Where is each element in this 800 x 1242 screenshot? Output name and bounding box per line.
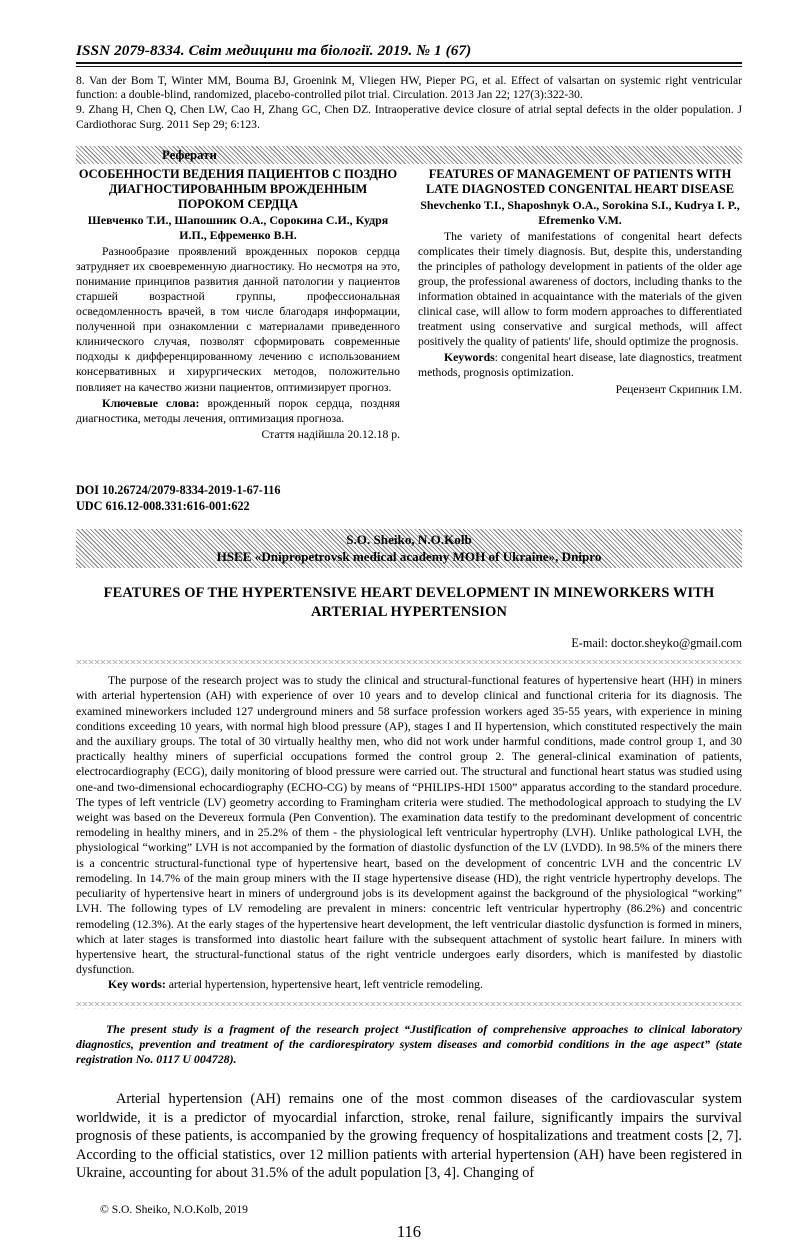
abstract-body-ru: Разнообразие проявлений врожденных пороков сердца затрудняет их своевременную диагностику. Но несмотря на это, понимание принципов развития данной патологии у пациентов старшей возрастной группы, профессиональная осведомленность врачей, в том числе благодаря информации, полученной при ознакомлении с материалами приведенного клинического случая, позволят сформировать современные подходы к дифференцированному лечению с использованием консервативных и хирургических методов, положительно повлияет на качество жизни пациентов, оптимизирует прогноз. [76, 244, 400, 394]
abstract-title-en: FEATURES OF MANAGEMENT OF PATIENTS WITH LATE DIAGNOSTED CONGENITAL HEART DISEASE [425, 166, 735, 196]
abstract-title-ru: ОСОБЕННОСТИ ВЕДЕНИЯ ПАЦИЕНТОВ С ПОЗДНО ДИАГНОСТИРОВАННЫМ ВРОЖДЕННЫМ ПОРОКОМ СЕРДЦА [78, 166, 398, 212]
abstracts-section-banner [76, 145, 742, 164]
abstract-column-ru [76, 167, 400, 442]
abstract-authors-en: Shevchenko T.I., Shaposhnyk O.A., Sorokina S.I., Kudrya I. P., Efremenko V.M. [420, 198, 740, 227]
doi-line: DOI 10.26724/2079-8334-2019-1-67-116 [76, 482, 281, 497]
running-head-rule [76, 62, 742, 67]
article-affiliation: HSEE «Dnipropetrovsk medical academy MOH of Ukraine», Dnipro [216, 549, 602, 565]
zigzag-divider-top [76, 660, 742, 667]
abstract-keywords-ru [76, 396, 400, 426]
abstract-footnote-ru: Стаття надійшла 20.12.18 р. [261, 427, 400, 441]
copyright-line: © S.O. Sheiko, N.O.Kolb, 2019 [100, 1202, 248, 1216]
article-keywords [76, 977, 742, 992]
article-authors: S.O. Sheiko, N.O.Kolb [346, 532, 472, 548]
abstract-footnote-en: Рецензент Скрипник І.М. [615, 382, 742, 396]
article-keywords-label: Key words: [108, 978, 166, 992]
reference-list [76, 74, 742, 133]
page-number: 116 [396, 1221, 422, 1241]
abstract-keywords-text-en: : congenital heart disease, late diagnostics, treatment methods, prognosis optimization. [418, 351, 742, 380]
abstract-body-en: The variety of manifestations of congenital heart defects complicates their timely diagnosis. But, despite this, understanding the principles of pathology development in patients of the older age group, the professional awareness of doctors, including thanks to the information obtained in acquaintance with the materials of the given clinical case, will allow to form modern approaches to differentiated treatment using conservative and surgical methods, will affect positively the quality of patients' life, should optimize the prognosis. [418, 229, 742, 349]
running-head: ISSN 2079-8334. Світ медицини та біології. 2019. № 1 (67) [76, 42, 472, 59]
reference-item: 9. Zhang H, Chen Q, Chen LW, Cao H, Zhang GC, Chen DZ. Intraoperative device closure of atrial septal defects in the older population. J Cardiothorac Surg. 2011 Sep 29; 6:123. [76, 103, 742, 131]
article-title: FEATURES OF THE HYPERTENSIVE HEART DEVELOPMENT IN MINEWORKERS WITH ARTERIAL HYPERTENSION [103, 585, 715, 620]
abstract-keywords-en [418, 350, 742, 380]
abstract-authors-ru: Шевченко Т.И., Шапошник О.А., Сорокина С.И., Кудря И.П., Ефременко В.Н. [87, 213, 389, 242]
article-keywords-text: arterial hypertension, hypertensive heart, left ventricle remodeling. [165, 978, 483, 992]
udc-line: UDC 616.12-008.331:616-001:622 [76, 499, 250, 514]
abstract-columns [76, 167, 742, 442]
abstracts-section-label: Реферати [162, 147, 217, 162]
introduction-paragraph: Arterial hypertension (AH) remains one of the most common diseases of the cardiovascular system worldwide, it is a predictor of myocardial infarction, stroke, renal failure, significantly impairs the survival prognosis of these patients, is accompanied by the growing frequency of hospitalizations and treatment costs [2, 7]. According to the official statistics, over 12 million patients with arterial hypertension (AH) have been registered in Ukraine, accounting for about 31.5% of the adult population [3, 4]. Changing of [76, 1090, 742, 1182]
zigzag-divider-bottom [76, 1002, 742, 1009]
article-abstract: The purpose of the research project was to study the clinical and structural-functional features of hypertensive heart (HH) in miners with arterial hypertension (AH) with experience of over 10 years and to develop clinical and functional criteria for its diagnosis. The examined mineworkers included 127 underground miners and 58 surface profession workers aged 35-55 years, with experience in mining conditions exceeding 10 years, with normal high blood pressure (AP), stages I and II hypertension, which constituted respectively the main and the auxiliary groups. The total of 30 virtually healthy men, who did not work under harmful conditions, made control group 1, and 30 practically healthy miners of superficial occupations formed the control group 2. The general-clinical examination of patients, electrocardiography (ECG), daily monitoring of blood pressure were carried out. The structural and functional heart status was studied using one-and two-dimensional echocardiography (ECHO-CG) by means of “PHILIPS-HDI 1500” apparatus according to the standard procedure. The types of left ventricle (LV) geometry according to Framingham criteria were studied. The methodological approach to studying the LV weight was based on the Devereux formula (Pen Convention). The examination data testify to the predominant development of concentric remodeling in healthy miners, and in 25.2% of them - the physiological left ventricular hypertrophy (LVH). Unlike pathological LVH, the physiological “working” LVH is not accompanied by the formation of diastolic dysfunction of the LV (LVDD). In 98.5% of the miners there is a concentric structural-functional type of hypertensive heart, based on the development of concentric LVH and the concentric LV remodeling. In 14.7% of the main group miners with the II stage hypertensive disease (HD), the right ventricle hypertrophy develops. The peculiarity of hypertensive heart in miners of underground jobs is its development against the background of the physiological “working” LVH. The following types of LV remodeling are prevalent in miners: concentric left ventricular hypertrophy (86.2%) and concentric remodeling (12.3%). At the early stages of the hypertensive heart development, the left ventricular diastolic dysfunction is formed in miners, which at later stages is transformed into diastolic heart failure with the subsequent attachment of systolic heart failure. In miners with hypertensive heart, the structural-functional status of the right ventricle undergoes early disorders, which is manifested by diastolic dysfunction. [76, 674, 742, 977]
article-author-banner [76, 528, 742, 568]
abstract-keywords-label-ru: Ключевые слова: [102, 396, 200, 410]
abstract-keywords-label-en: Keywords [444, 351, 495, 365]
abstract-keywords-text-ru: врожденный порок сердца, поздняя диагностика, методы лечения, оптимизация прогноза. [76, 396, 400, 425]
identifier-block [76, 482, 742, 514]
project-note: The present study is a fragment of the research project “Justification of comprehensive approaches to clinical laboratory diagnostics, prevention and treatment of the cardiorespiratory system diseases and comorbid conditions in the age aspect” (state registration No. 0117 U 004728). [76, 1021, 742, 1067]
abstract-column-en [418, 167, 742, 442]
reference-item: 8. Van der Bom T, Winter MM, Bouma BJ, Groenink M, Vliegen HW, Pieper PG, et al. Effect of valsartan on systemic right ventricular function: a double-blind, randomized, placebo-controlled pilot trial. Circulation. 2013 Jan 22; 127(3):322-30. [76, 73, 742, 102]
contact-email[interactable]: E-mail: doctor.sheyko@gmail.com [571, 636, 742, 651]
